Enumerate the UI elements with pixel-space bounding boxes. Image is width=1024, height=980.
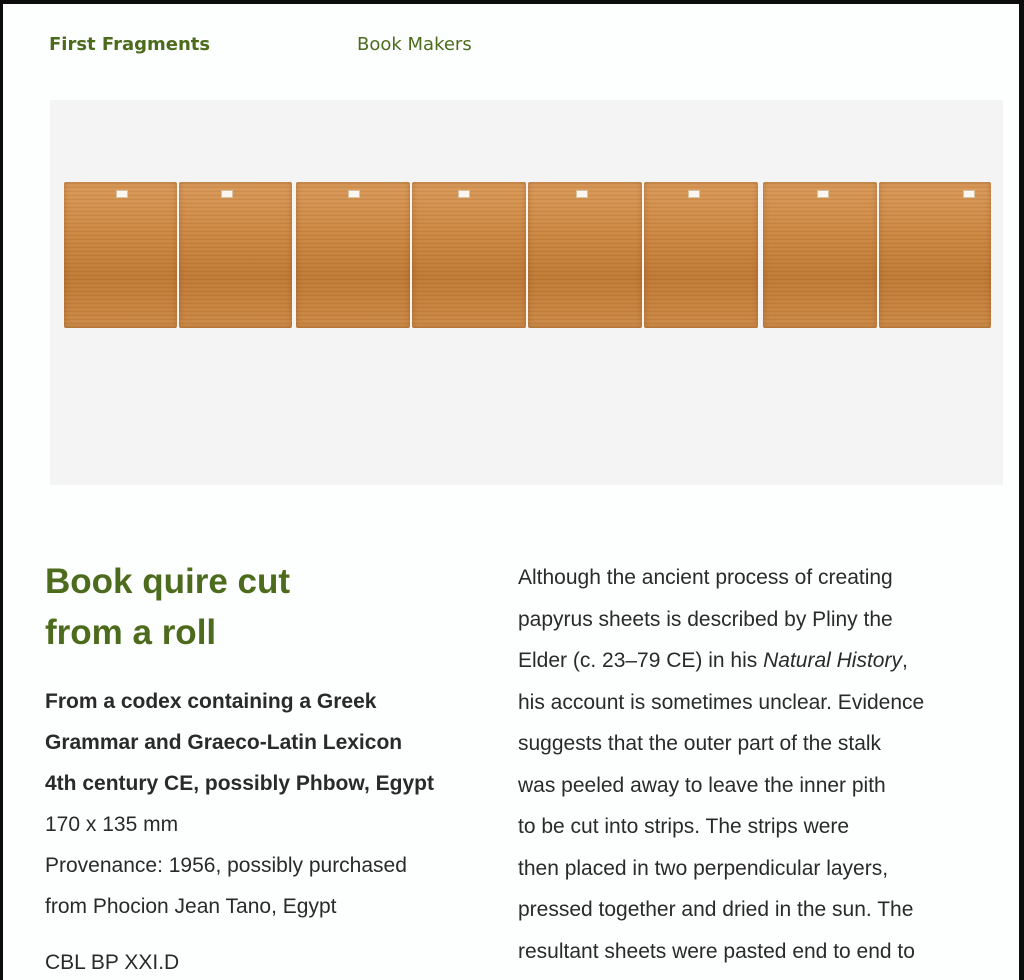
subtitle-line: Grammar and Graeco-Latin Lexicon bbox=[45, 731, 403, 754]
body-line: his account is sometimes unclear. Evidence bbox=[518, 690, 925, 714]
body-line: to be cut into strips. The strips were bbox=[518, 815, 850, 838]
book-title-label: Book Makers bbox=[357, 34, 472, 55]
subtitle-line: 4th century CE, possibly Phbow, Egypt bbox=[45, 772, 434, 795]
running-header bbox=[49, 34, 649, 60]
section-label: First Fragments bbox=[49, 34, 211, 55]
papyrus-sheet bbox=[296, 182, 410, 328]
object-title bbox=[45, 556, 465, 658]
papyrus-sheet bbox=[412, 182, 526, 328]
body-line: resultant sheets were pasted end to end to bbox=[518, 939, 915, 963]
papyrus-sheet bbox=[64, 182, 177, 328]
papyrus-sheet bbox=[528, 182, 642, 328]
italic-book-title: Natural History bbox=[763, 649, 902, 672]
object-title-line: from a roll bbox=[45, 613, 217, 652]
catalog-number: CBL BP XXI.D bbox=[45, 951, 180, 974]
object-metadata bbox=[45, 681, 515, 927]
body-text bbox=[518, 557, 998, 972]
body-line: pressed together and dried in the sun. The bbox=[518, 898, 914, 921]
body-line: then placed in two perpendicular layers, bbox=[518, 856, 889, 880]
dimensions: 170 x 135 mm bbox=[45, 813, 179, 836]
subtitle-line: From a codex containing a Greek bbox=[45, 690, 377, 713]
body-line: papyrus sheets is described by Pliny the bbox=[518, 607, 893, 631]
body-line bbox=[518, 640, 998, 682]
provenance-line: from Phocion Jean Tano, Egypt bbox=[45, 895, 337, 918]
body-line: was peeled away to leave the inner pith bbox=[518, 773, 886, 797]
body-line: Although the ancient process of creating bbox=[518, 566, 893, 589]
papyrus-sheet bbox=[763, 182, 877, 328]
body-text-segment: Elder (c. 23–79 CE) in his bbox=[518, 649, 764, 672]
object-title-line: Book quire cut bbox=[45, 562, 291, 601]
provenance-line: Provenance: 1956, possibly purchased bbox=[45, 854, 407, 877]
body-text-segment: , bbox=[901, 649, 908, 672]
papyrus-sheet bbox=[644, 182, 758, 328]
papyrus-sheet bbox=[179, 182, 292, 328]
papyrus-sheet bbox=[879, 182, 991, 328]
body-line: suggests that the outer part of the stalk bbox=[518, 732, 882, 755]
